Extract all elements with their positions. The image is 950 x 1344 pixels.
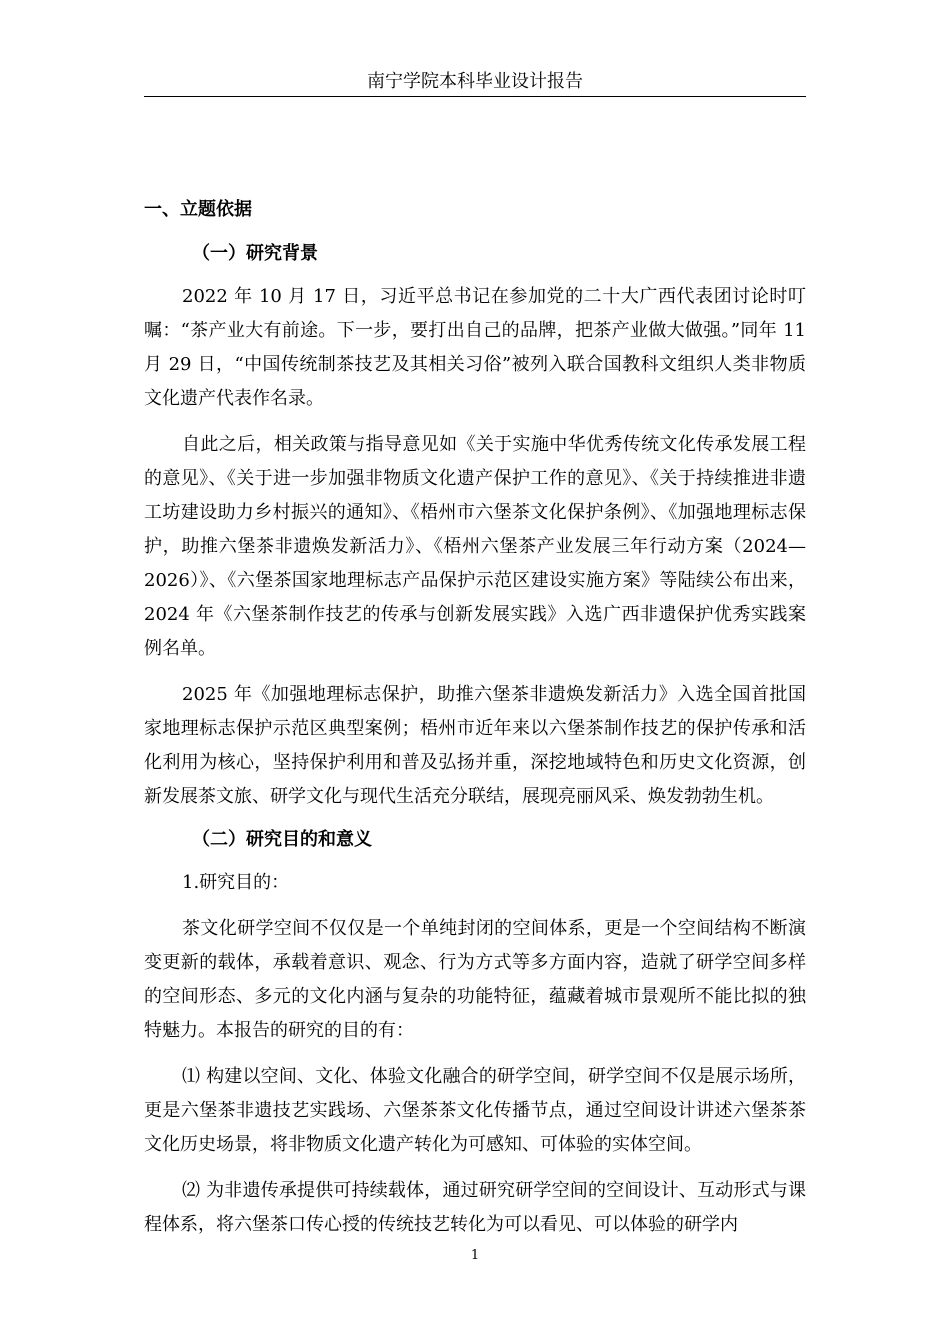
page-number: 1: [470, 1248, 480, 1263]
paragraph: 2022 年 10 月 17 日，习近平总书记在参加党的二十大广西代表团讨论时叮嘱：“茶产业大有前途。下一步，要打出自己的品牌，把茶产业做大做强。”同年 11 月 29 日，“中国传统制茶技艺及其相关习俗”被列入联合国教科文组织人类非物质文化遗产代表作名录。: [144, 286, 806, 409]
page-header-title: 南宁学院本科毕业设计报告: [367, 71, 583, 92]
subsection-heading-background: （一）研究背景: [192, 243, 318, 264]
subsection-heading-purpose: （二）研究目的和意义: [192, 829, 372, 850]
paragraph: 1.研究目的：: [182, 872, 290, 893]
paragraph: 自此之后，相关政策与指导意见如《关于实施中华优秀传统文化传承发展工程的意见》、《关于进一步加强非物质文化遗产保护工作的意见》、《关于持续推进非遗工坊建设助力乡村振兴的通知》、《梧州市六堡茶文化保护条例》、《加强地理标志保护，助推六堡茶非遗焕发新活力》、《梧州六堡茶产业发展三年行动方案（2024—2026）》、《六堡茶国家地理标志产品保护示范区建设实施方案》等陆续公布出来，2024 年《六堡茶制作技艺的传承与创新发展实践》入选广西非遗保护优秀实践案例名单。: [144, 434, 806, 659]
paragraph: 2025 年《加强地理标志保护，助推六堡茶非遗焕发新活力》入选全国首批国家地理标志保护示范区典型案例；梧州市近年来以六堡茶制作技艺的保护传承和活化利用为核心，坚持保护利用和普及弘扬并重，深挖地域特色和历史文化资源，创新发展茶文旅、研学文化与现代生活充分联结，展现亮丽风采、焕发勃勃生机。: [144, 684, 806, 807]
header-divider: [144, 96, 806, 97]
paragraph: ⑵ 为非遗传承提供可持续载体，通过研究研学空间的空间设计、互动形式与课程体系，将六堡茶口传心授的传统技艺转化为可以看见、可以体验的研学内: [144, 1180, 806, 1235]
document-body: [144, 196, 806, 1254]
section-heading: 一、立题依据: [144, 199, 252, 220]
paragraph: ⑴ 构建以空间、文化、体验文化融合的研学空间，研学空间不仅是展示场所，更是六堡茶非遗技艺实践场、六堡茶茶文化传播节点，通过空间设计讲述六堡茶茶文化历史场景，将非物质文化遗产转化为可感知、可体验的实体空间。: [144, 1066, 806, 1155]
paragraph: 茶文化研学空间不仅仅是一个单纯封闭的空间体系，更是一个空间结构不断演变更新的载体，承载着意识、观念、行为方式等多方面内容，造就了研学空间多样的空间形态、多元的文化内涵与复杂的功能特征，蕴藏着城市景观所不能比拟的独特魅力。本报告的研究的目的有：: [144, 918, 806, 1041]
